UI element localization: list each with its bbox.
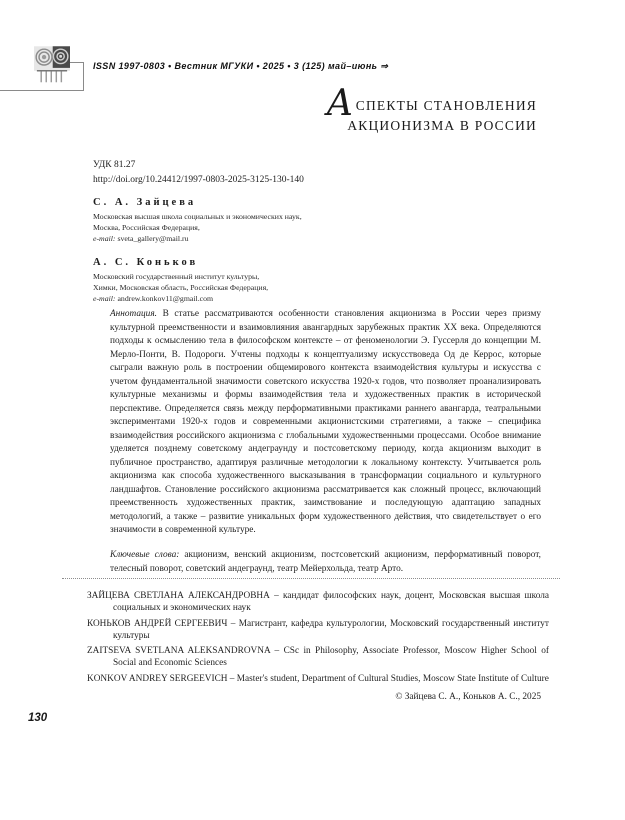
author-affiliation-line: Московская высшая школа социальных и экономических наук, <box>93 212 302 221</box>
journal-running-head: ISSN 1997-0803 • Вестник МГУКИ • 2025 • 3 (125) май–июнь ⇒ <box>93 61 389 71</box>
keywords-text: акционизм, венский акционизм, постсоветский акционизм, перформативный поворот, телесный поворот, советский андеграунд, театр Мейерхольда, театр Арто. <box>110 550 541 574</box>
article-title-line2: АКЦИОНИЗМА В РОССИИ <box>347 118 537 133</box>
title-line1-text: СПЕКТЫ СТАНОВЛЕНИЯ <box>355 98 537 113</box>
article-title-line1 <box>326 83 537 124</box>
doi-link[interactable]: http://doi.org/10.24412/1997-0803-2025-3125-130-140 <box>93 175 304 185</box>
udc-code: УДК 81.27 <box>93 160 136 170</box>
email-label: e-mail: <box>93 293 116 303</box>
article-title <box>326 83 537 134</box>
author-bios <box>87 590 549 688</box>
author-affiliation-line: Москва, Российская Федерация, <box>93 222 200 232</box>
author-block-konkov <box>93 257 473 304</box>
author-email-line <box>93 234 473 245</box>
bio-entry: ЗАЙЦЕВА СВЕТЛАНА АЛЕКСАНДРОВНА – кандидат философских наук, доцент, Московская высшая школа социальных и экономических наук <box>87 591 549 614</box>
bio-entry: KONKOV ANDREY SERGEEVICH – Master's student, Department of Cultural Studies, Moscow State Institute of Culture <box>87 673 549 684</box>
logo-frame-line-top <box>70 62 83 63</box>
copyright-line: © Зайцева С. А., Коньков А. С., 2025 <box>395 692 541 702</box>
bio-entry: ZAITSEVA SVETLANA ALEKSANDROVNA – CSc in Philosophy, Associate Professor, Moscow Higher School of Social and Economic Sciences <box>87 646 549 669</box>
author-name: А. С. Коньков <box>93 257 199 268</box>
author-affiliation-line: Химки, Московская область, Российская Федерация, <box>93 282 269 292</box>
author-block-zaitseva <box>93 197 473 244</box>
bio-entry: КОНЬКОВ АНДРЕЙ СЕРГЕЕВИЧ – Магистрант, кафедра культурологии, Московский государственный институт культуры <box>87 618 549 641</box>
abstract-paragraph <box>110 308 541 538</box>
abstract-text: В статье рассматриваются особенности становления акционизма в России через призму культурной преемственности и взаимовлияния авангардных зарубежных практик XX века. Определяются подходы к осмыслению тела в философском контексте – от феноменологии Э. Гуссерля до концепции М. Мерло-Понти, В. Подороги. Учтены подходы к концептуализму искусствоведа Од де Керрос, которые сыграли важную роль в построении общемирового контекста взаимодействия культуры и искусства с учетом фундаментальной значимости советского искусства 1920-х годов, что позволяет проанализировать культурные механизмы и формы взаимодействия тела и художественных практик в исторической перспективе. Определяется связь между перформативными практиками раннего авангарда, театральными экспериментами 1920-х годов и современными акционистскими стратегиями, а также – специфика взаимодействия российского акционизма с глобальными художественными процессами. Особое внимание уделяется позднему советскому андеграунду и постсоветскому периоду, когда акционизм выходит в публичное пространство, адаптируя различные методологии к локальному контексту. Учитывается роль акционизма как способа художественного высказывания в трансформации социального и культурного ландшафтов. Становление российского акционизма рассматривается как сложный процесс, включающий преемственность художественных практик, заимствование и последующую адаптацию западных методологий, а также – развитие уникальных форм художественного действия, что свидетельствует о его значимости в современной культуре. <box>110 309 541 535</box>
author-name: С. А. Зайцева <box>93 197 197 208</box>
logo-frame-line-bottom <box>0 90 84 91</box>
email-link[interactable]: andrew.konkov11@gmail.com <box>117 293 214 303</box>
abstract-label: Аннотация. <box>110 309 157 319</box>
dotted-divider <box>62 578 560 579</box>
logo-frame-line-vertical <box>83 62 84 90</box>
title-drop-initial: А <box>326 83 355 124</box>
author-affiliation-line: Московский государственный институт культуры, <box>93 272 260 281</box>
email-label: e-mail: <box>93 233 116 243</box>
author-email-line <box>93 294 473 305</box>
email-link[interactable]: sveta_gallery@mail.ru <box>117 233 189 243</box>
page-number: 130 <box>28 712 48 724</box>
ionic-column-icon <box>34 46 70 84</box>
keywords-label: Ключевые слова: <box>110 550 180 560</box>
journal-logo <box>34 46 70 84</box>
keywords-paragraph <box>110 549 541 576</box>
